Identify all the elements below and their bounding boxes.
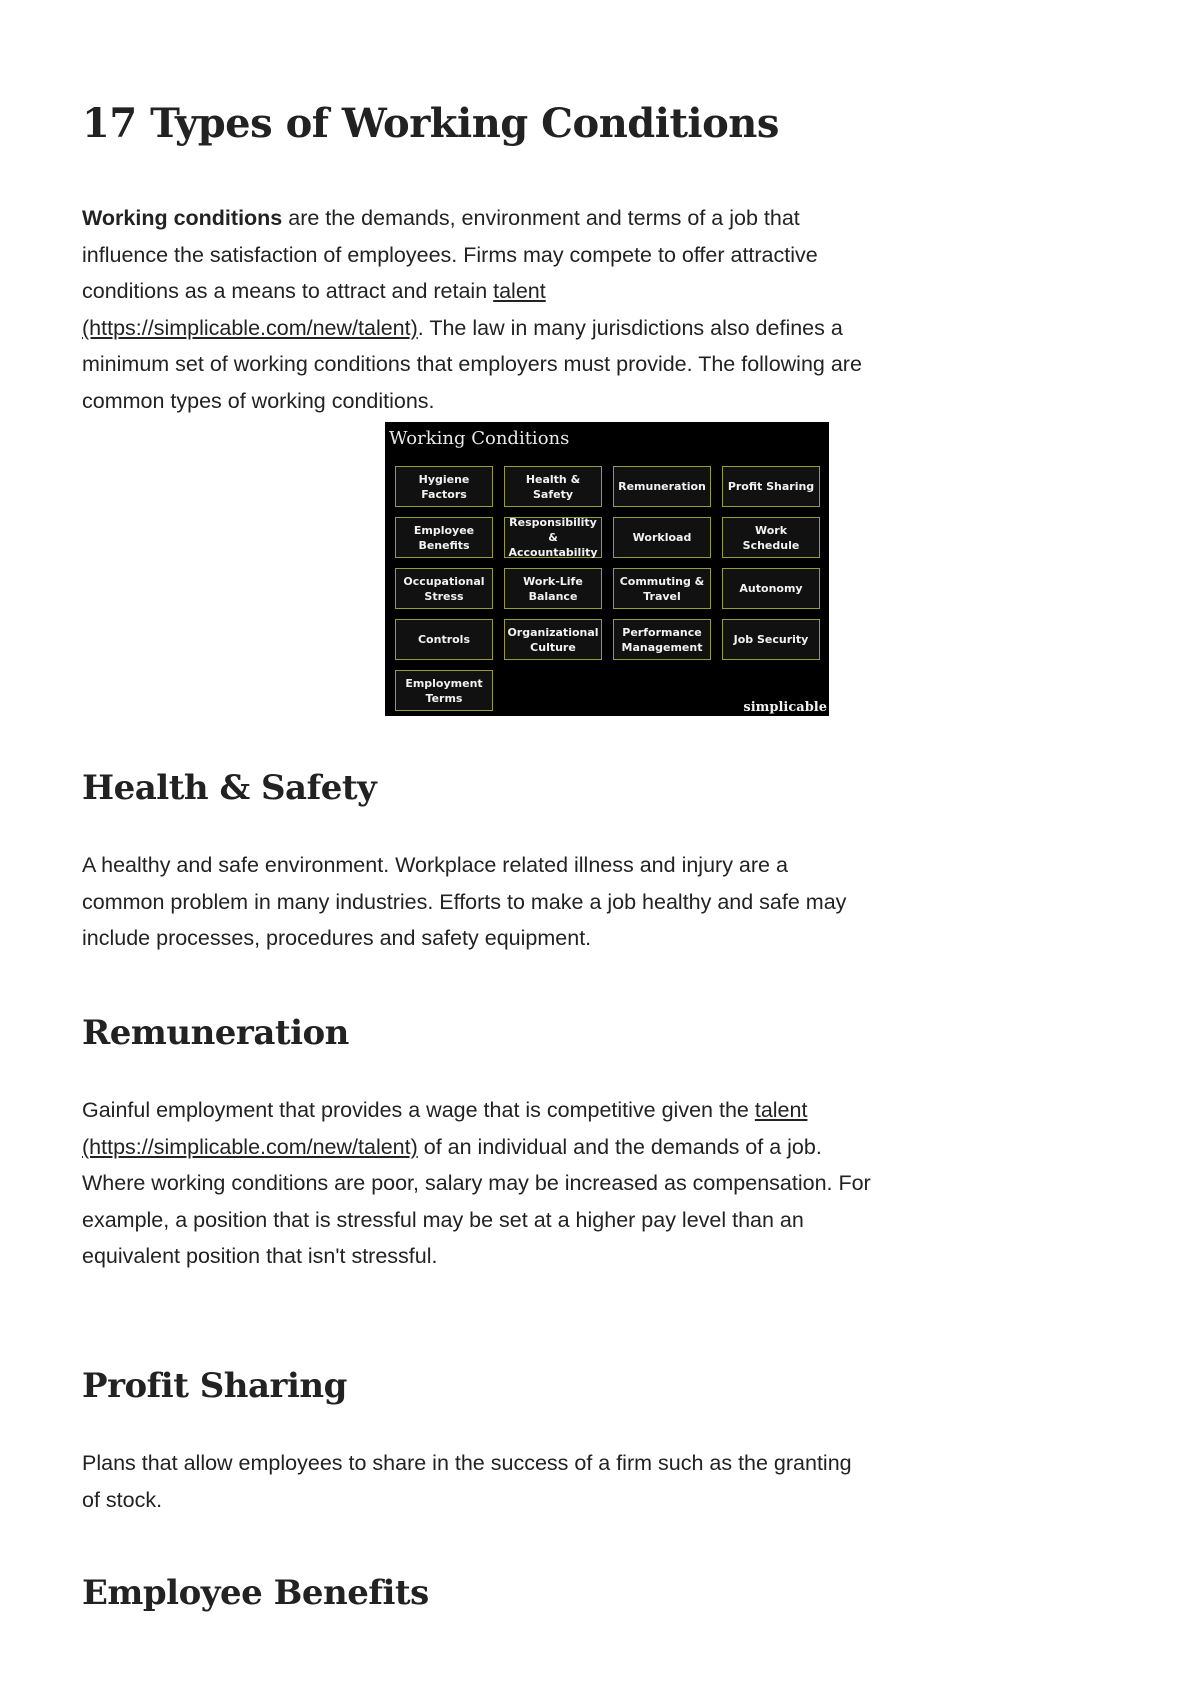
figure-item: Work-Life Balance <box>504 568 602 609</box>
health-safety-paragraph: A healthy and safe environment. Workplace related illness and injury are a common problem in many industries. Efforts to make a job healthy and safe may include processes, procedures and safety equipment. <box>82 853 847 951</box>
working-conditions-figure <box>385 422 829 716</box>
heading-remuneration: Remuneration <box>82 1013 349 1053</box>
figure-item: Organizational Culture <box>504 619 602 660</box>
figure-item: Performance Management <box>613 619 711 660</box>
intro-paragraph <box>82 200 872 420</box>
figure-item: Workload <box>613 517 711 558</box>
heading-health-safety: Health & Safety <box>82 768 377 808</box>
remuneration-text-2: of an individual and the demands of a job. Where working conditions are poor, salary may be increased as compensation. For example, a position that is stressful may be set at a higher pay level than an equivalent position that isn't stressful. <box>82 1134 871 1269</box>
intro-bold-term: Working conditions <box>82 206 283 230</box>
figure-item: Employment Terms <box>395 670 493 711</box>
figure-item: Remuneration <box>613 466 711 507</box>
figure-brand-label: simplicable <box>743 700 827 715</box>
figure-item: Hygiene Factors <box>395 466 493 507</box>
profit-sharing-paragraph: Plans that allow employees to share in the success of a firm such as the granting of stock. <box>82 1451 852 1512</box>
talent-link-remuneration[interactable]: talent (https://simplicable.com/new/talent) <box>82 1098 808 1159</box>
remuneration-paragraph <box>82 1092 872 1275</box>
figure-item: Commuting & Travel <box>613 568 711 609</box>
figure-item: Work Schedule <box>722 517 820 558</box>
figure-item: Occupational Stress <box>395 568 493 609</box>
heading-employee-benefits: Employee Benefits <box>82 1573 429 1613</box>
figure-item: Job Security <box>722 619 820 660</box>
figure-item: Profit Sharing <box>722 466 820 507</box>
figure-item: Responsibility & Accountability <box>504 517 602 558</box>
page-title: 17 Types of Working Conditions <box>82 100 779 147</box>
figure-grid <box>395 466 820 711</box>
intro-text-1: are the demands, environment and terms of a job that influence the satisfaction of employees. Firms may compete to offer attractive conditions as a means to attract and retain <box>82 206 818 304</box>
remuneration-text-1: Gainful employment that provides a wage that is competitive given the <box>82 1098 755 1122</box>
figure-title: Working Conditions <box>389 428 570 449</box>
intro-text-2: . The law in many jurisdictions also defines a minimum set of working conditions that employers must provide. The following are common types of working conditions. <box>82 315 862 413</box>
heading-profit-sharing: Profit Sharing <box>82 1366 347 1406</box>
figure-item: Employee Benefits <box>395 517 493 558</box>
figure-item: Health & Safety <box>504 466 602 507</box>
figure-item: Autonomy <box>722 568 820 609</box>
figure-item: Controls <box>395 619 493 660</box>
talent-link-intro[interactable]: talent (https://simplicable.com/new/talent) <box>82 279 546 340</box>
